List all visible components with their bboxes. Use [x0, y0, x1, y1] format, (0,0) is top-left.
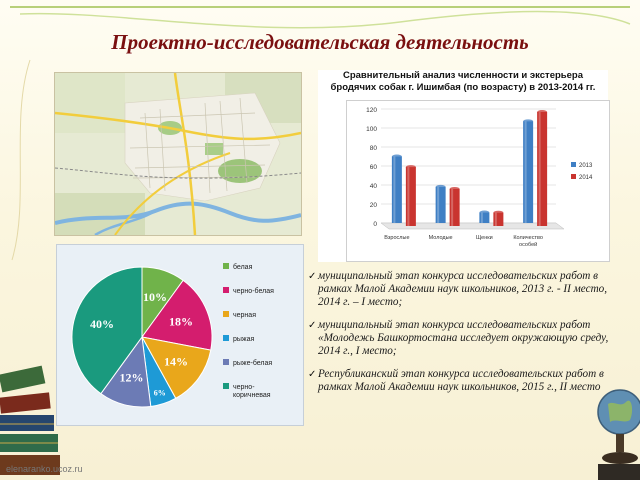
legend-label-2: черная	[233, 312, 256, 319]
y-tick-label: 80	[369, 145, 377, 152]
books-decoration	[0, 340, 60, 480]
x-tick-label: Молодые	[428, 235, 453, 241]
bar-highlight	[437, 187, 439, 223]
bar-2014-0	[406, 165, 416, 226]
legend-swatch-2013	[571, 162, 576, 167]
slide-title: Проектно-исследовательская деятельность	[111, 30, 529, 54]
legend-label-4: рыже-белая	[233, 360, 273, 367]
bar-2014-1	[450, 187, 460, 226]
bar-chart-title-line1: Сравнительный анализ численности и экстерьера	[342, 70, 584, 81]
achievements-list	[308, 270, 613, 404]
achievement-text-1: муниципальный этап конкурса исследовательских работ в рамках Малой Академии наук школьников, 2013 г. - II место, 2014 г. – I место;	[318, 270, 608, 308]
bar-chart	[347, 101, 609, 261]
pie-label-3: 6%	[153, 388, 166, 398]
achievement-text-2: муниципальный этап конкурса исследовательских работ «Молодежь Башкортостана исследует окружающую среду, 2014 г., I место;	[318, 319, 609, 357]
bar-highlight	[451, 189, 453, 226]
pie-label-0: 10%	[142, 290, 167, 305]
legend-label-5: коричневая	[233, 392, 271, 399]
pie-chart-panel	[56, 244, 304, 426]
y-tick-label: 0	[373, 221, 377, 228]
bar-highlight	[393, 157, 395, 224]
x-tick-label: Количество	[513, 235, 543, 241]
y-tick-label: 100	[366, 126, 377, 133]
legend-swatch-4	[223, 359, 229, 365]
y-tick-label: 120	[366, 107, 377, 114]
bar-chart-frame	[346, 100, 610, 262]
x-tick-label: особей	[519, 242, 538, 248]
checkmark-icon: ✓	[308, 320, 317, 331]
legend-swatch-1	[223, 287, 229, 293]
bar-highlight	[407, 167, 409, 226]
watermark-text: elenaranko.ucoz.ru	[6, 464, 83, 474]
bar-highlight	[495, 213, 497, 226]
legend-label-3: рыжая	[233, 336, 255, 343]
bar-2013-3	[523, 119, 533, 223]
legend-swatch-3	[223, 335, 229, 341]
legend-swatch-5	[223, 383, 229, 389]
achievement-item-2	[308, 319, 613, 358]
bar-2013-0	[392, 155, 402, 224]
pie-label-4: 12%	[119, 370, 144, 385]
legend-swatch-2	[223, 311, 229, 317]
legend-label-1: черно-белая	[233, 288, 274, 295]
city-map-image	[54, 72, 302, 236]
pie-label-1: 18%	[169, 314, 194, 329]
legend-swatch-2014	[571, 174, 576, 179]
legend-label-5: черно-	[233, 384, 255, 391]
y-tick-label: 20	[369, 202, 377, 209]
achievement-item-3	[308, 368, 613, 394]
achievement-text-3: Республиканский этап конкурса исследовательских работ в рамках Малой Академии наук школьников, 2015 г., II место	[318, 368, 604, 393]
x-tick-label: Щенки	[476, 235, 493, 241]
pie-chart	[57, 245, 303, 425]
legend-label-2013: 2013	[579, 163, 593, 169]
x-tick-label: Взрослые	[384, 235, 410, 241]
bar-2013-2	[479, 211, 489, 223]
bar-highlight	[525, 121, 527, 223]
legend-swatch-0	[223, 263, 229, 269]
pie-label-5: 40%	[90, 317, 115, 332]
bar-highlight	[539, 112, 541, 226]
bar-2014-2	[493, 211, 503, 226]
bar-chart-title	[318, 70, 608, 94]
legend-label-0: белая	[233, 264, 253, 271]
achievement-item-1	[308, 270, 613, 309]
y-tick-label: 40	[369, 183, 377, 190]
bar-2014-3	[537, 110, 547, 226]
bar-2013-1	[436, 185, 446, 223]
y-tick-label: 60	[369, 164, 377, 171]
checkmark-icon: ✓	[308, 369, 317, 380]
legend-label-2014: 2014	[579, 175, 593, 181]
bar-chart-title-line2: бродячих собак г. Ишимбая (по возрасту) в 2013-2014 гг.	[330, 82, 596, 93]
pie-label-2: 14%	[163, 354, 188, 369]
checkmark-icon: ✓	[308, 271, 317, 282]
bar-highlight	[481, 213, 483, 223]
top-border-line	[10, 6, 630, 8]
globe-decoration	[590, 372, 640, 480]
